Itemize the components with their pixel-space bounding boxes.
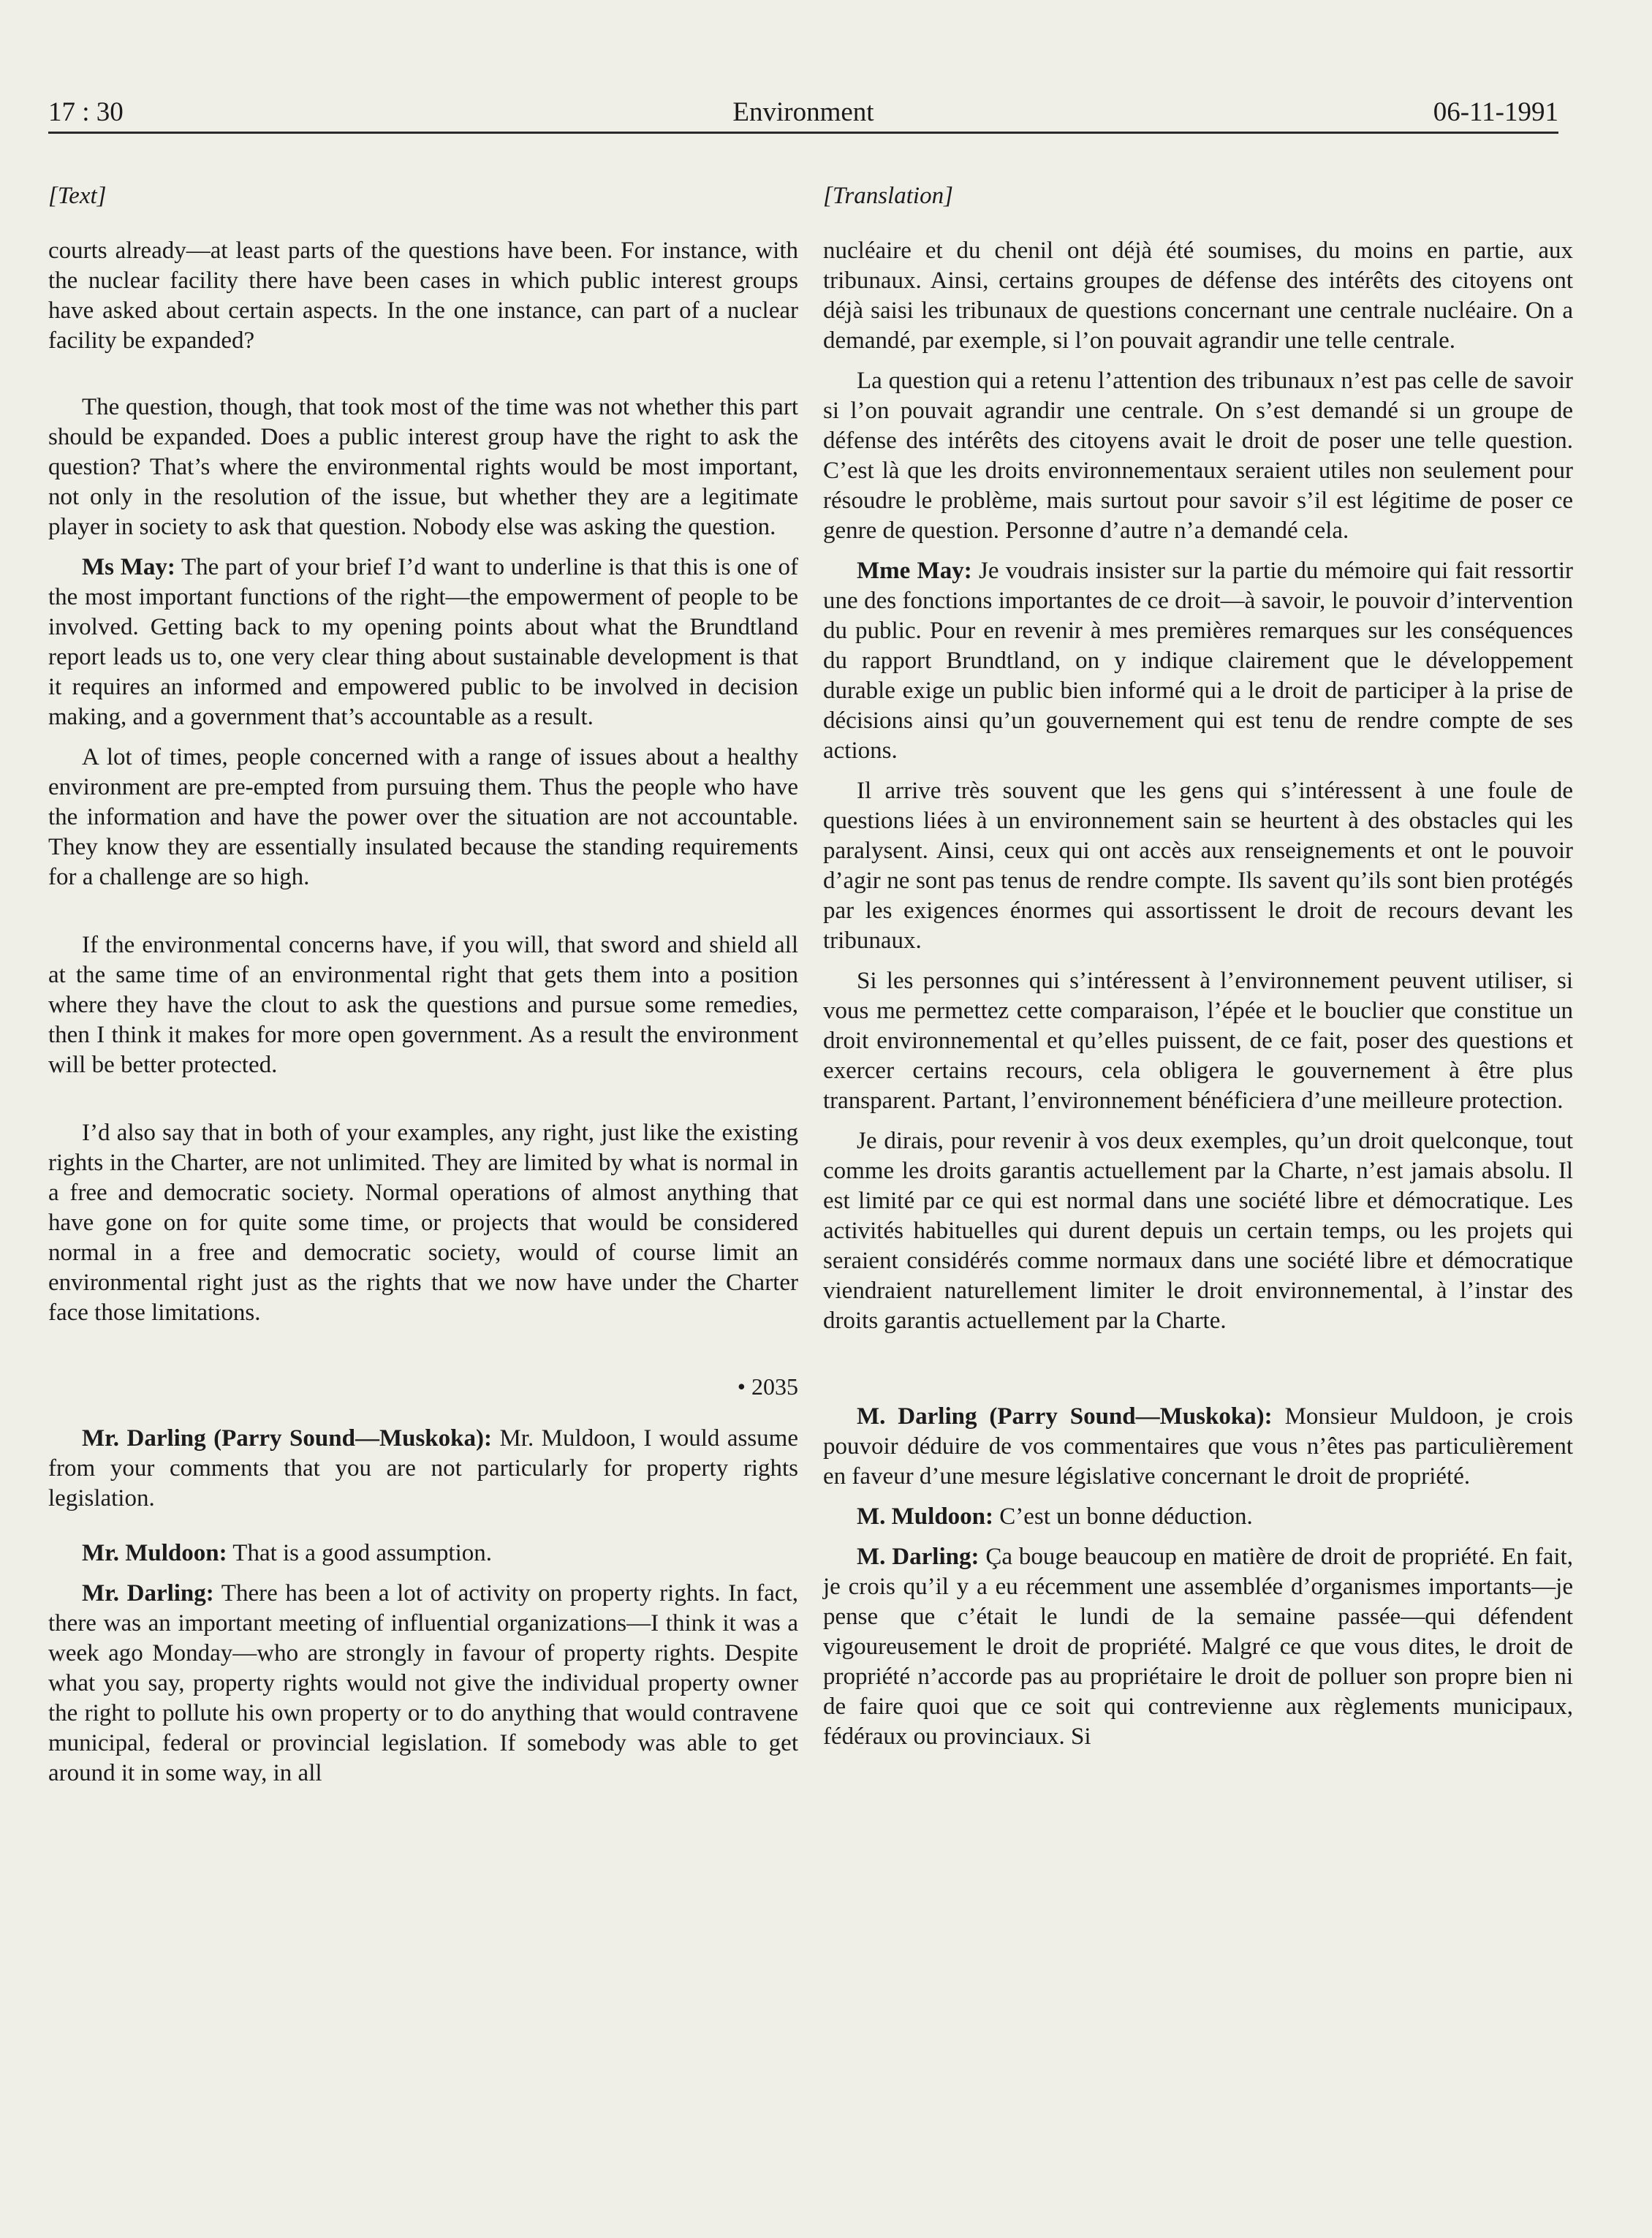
speaker-paragraph [823, 1402, 1573, 1492]
paragraph: courts already—at least parts of the questions have been. For instance, with the nuclear facility there have been cases in which public interest groups have asked about certain aspects. In the one instance, can part of a nuclear facility be expanded? [48, 238, 798, 354]
speaker-name: M. Darling: [857, 1544, 980, 1570]
paragraph: La question qui a retenu l’attention des tribunaux n’est pas celle de savoir si l’on pouvait agrandir une centrale. On s’est demandé si un groupe de défense des intérêts des citoyens avait le droit de poser une telle question. C’est là que les droits environnementaux seraient utiles non seulement pour résoudre le problème, mais surtout pour savoir s’il est légitime de poser ce genre de question. Personne d’autre n’a demandé cela. [823, 368, 1573, 544]
speaker-paragraph [823, 1542, 1573, 1752]
speaker-name: M. Muldoon: [857, 1503, 994, 1530]
paragraph: If the environmental concerns have, if you will, that sword and shield all at the same time of an environmental right that gets them into a position where they have the clout to ask the questions and pursue some remedies, then I think it makes for more open government. As a result the environment will be better protected. [48, 932, 798, 1078]
french-column [823, 181, 1573, 1752]
speaker-name: Mr. Darling: [82, 1580, 214, 1607]
speech-text: Mr. Muldoon, I would assume from your comments that you are not particularly for property rights legislation. [48, 1425, 798, 1511]
paragraph: Il arrive très souvent que les gens qui s’intéressent à une foule de questions liées à un environnement sain se heurtent à des obstacles qui les paralysent. Ainsi, ceux qui ont accès aux renseignements et ont le pouvoir d’agir ne sont pas tenus de rendre compte. Ils savent qu’ils sont bien protégés par les exigences énormes qui assortissent le droit de recours devant les tribunaux. [823, 778, 1573, 954]
paragraph: Je dirais, pour revenir à vos deux exemples, qu’un droit quelconque, tout comme les droits garantis actuellement par la Charte, n’est jamais absolu. Il est limité par ce qui est normal dans une société libre et démocratique. Les activités habituelles qui durent depuis un certain temps, ou les projets qui seraient considérés comme normaux dans une société libre et démocratique viendraient naturellement limiter le droit environnemental, à l’instar des droits garantis actuellement par la Charte. [823, 1128, 1573, 1334]
speaker-paragraph [48, 1424, 798, 1514]
speech-text: C’est un bonne déduction. [993, 1503, 1253, 1530]
running-header [48, 96, 1558, 134]
english-column [48, 181, 798, 1788]
language-label: [Translation] [823, 183, 953, 209]
speech-text: Ça bouge beaucoup en matière de droit de propriété. En fait, je crois qu’il y a eu récemment une assemblée d’organismes importants—je pense que c’était le lundi de la semaine passée—qui défendent vigoureusement le droit de propriété. Malgré ce que vous dites, le droit de propriété n’accorde pas au propriétaire le droit de polluer son propre bien ni de faire quoi que ce soit qui contrevienne aux règlements municipaux, fédéraux ou provinciaux. Si [823, 1544, 1573, 1750]
speaker-paragraph [823, 1502, 1573, 1532]
speaker-name: Mme May: [857, 558, 972, 584]
speech-text: Monsieur Muldoon, je crois pouvoir déduire de vos commentaires que vous n’êtes pas particulièrement en faveur d’une mesure législative concernant le droit de propriété. [823, 1403, 1574, 1490]
page-number: 17 : 30 [48, 97, 124, 127]
speech-text: There has been a lot of activity on property rights. In fact, there was an important meeting of influential organizations—I think it was a week ago Monday—who are strongly in favour of property rights. Despite what you say, property rights would not give the individual property owner the right to pollute his own property or to do anything that would contravene municipal, federal or provincial legislation. If somebody was able to get around it in some way, in all [48, 1580, 798, 1786]
time-marker: • 2035 [737, 1373, 798, 1400]
header-title: Environment [732, 97, 874, 127]
speaker-paragraph [48, 553, 798, 732]
paragraph: A lot of times, people concerned with a range of issues about a healthy environment are pre-empted from pursuing them. Thus the people who have the information and have the power over the situation are not accountable. They know they are essentially insulated because the standing requirements for a challenge are so high. [48, 744, 798, 890]
paragraph: The question, though, that took most of the time was not whether this part should be expanded. Does a public interest group have the right to ask the question? That’s where the environmental rights would be most important, not only in the resolution of the issue, but whether they are a legitimate player in society to ask that question. Nobody else was asking the question. [48, 394, 798, 540]
speaker-paragraph [48, 1579, 798, 1788]
speaker-name: Ms May: [82, 554, 175, 580]
paragraph: nucléaire et du chenil ont déjà été soumises, du moins en partie, aux tribunaux. Ainsi, certains groupes de défense des intérêts des citoyens ont déjà saisi les tribunaux de questions concernant une centrale nucléaire. On a demandé, par exemple, si l’on pouvait agrandir une telle centrale. [823, 238, 1573, 354]
speaker-name: Mr. Muldoon: [82, 1540, 227, 1566]
speaker-name: Mr. Darling (Parry Sound—Muskoka): [82, 1425, 492, 1452]
header-date: 06-11-1991 [1433, 97, 1558, 127]
speaker-name: M. Darling (Parry Sound—Muskoka): [857, 1403, 1273, 1430]
paragraph: Si les personnes qui s’intéressent à l’environnement peuvent utiliser, si vous me permettez cette comparaison, l’épée et le bouclier que constitue un droit environnemental et qu’elles puissent, de ce fait, poser des questions et exercer certains recours, cela obligera le gouvernement à être plus transparent. Partant, l’environnement bénéficiera d’une meilleure protection. [823, 968, 1573, 1114]
speech-text: The part of your brief I’d want to underline is that this is one of the most important functions of the right—the empowerment of people to be involved. Getting back to my opening points about what the Brundtland report leads us to, one very clear thing about sustainable development is that it requires an informed and empowered public to be involved in decision making, and a government that’s accountable as a result. [48, 554, 798, 730]
speaker-paragraph [823, 556, 1573, 766]
speech-text: Je voudrais insister sur la partie du mémoire qui fait ressortir une des fonctions importantes de ce droit—à savoir, le pouvoir d’intervention du public. Pour en revenir à mes premières remarques sur les conséquences du rapport Brundtland, on y indique clairement que le développement durable exige un public bien informé qui a le droit de participer à la prise de décisions ainsi qu’un gouvernement qui est tenu de rendre compte de ses actions. [823, 558, 1574, 764]
speaker-paragraph [48, 1539, 798, 1569]
language-label: [Text] [48, 183, 107, 209]
paragraph: I’d also say that in both of your examples, any right, just like the existing rights in the Charter, are not unlimited. They are limited by what is normal in a free and democratic society. Normal operations of almost anything that have gone on for quite some time, or projects that would be considered normal in a free and democratic society, would of course limit an environmental right just as the rights that we now have under the Charter face those limitations. [48, 1120, 798, 1326]
speech-text: That is a good assumption. [227, 1540, 493, 1566]
